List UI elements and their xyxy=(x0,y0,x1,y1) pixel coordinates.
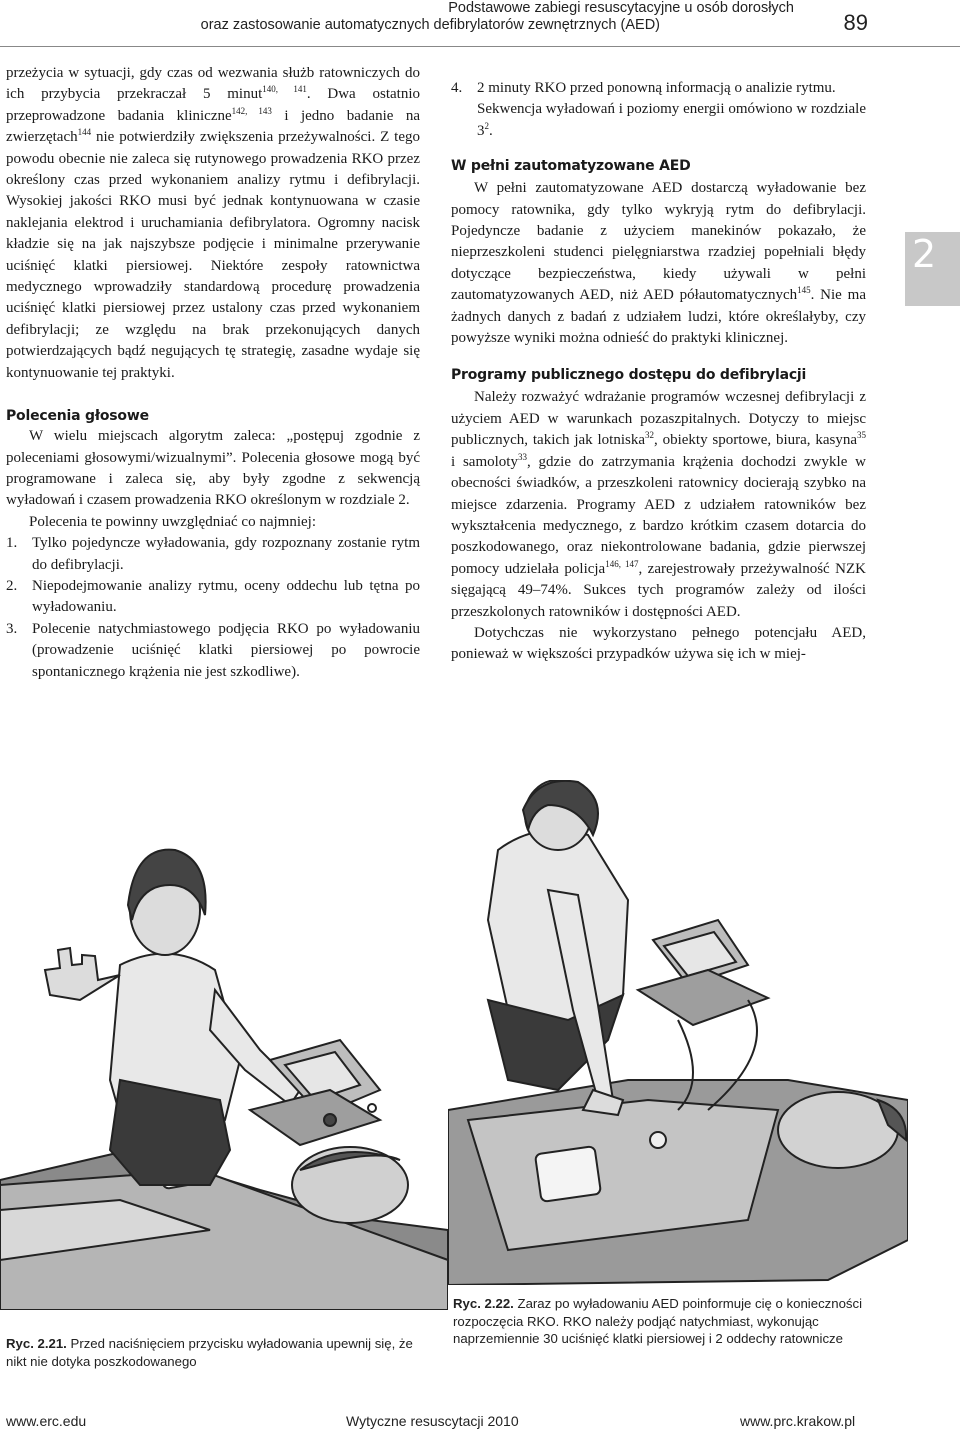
list-item: 1. Tylko pojedyncze wyładowania, gdy rozpoznany zostanie rytm do defibrylacji. xyxy=(6,535,420,573)
paragraph: Dotychczas nie wykorzystano pełnego potencjału AED, ponieważ w większości przypadków używa się ich w miej- xyxy=(451,624,866,663)
header-rule xyxy=(0,46,960,47)
footer-title: Wytyczne resuscytacji 2010 xyxy=(346,1413,519,1429)
section-heading-voice-prompts: Polecenia głosowe xyxy=(6,408,149,425)
figure-caption-2-22: Ryc. 2.22. Zaraz po wyładowaniu AED poinformuje cię o konieczności rozpoczęcia RKO. RKO należy podjąć natychmiast, wykonując naprzemiennie 30 uciśnięć klatki piersiowej i 2 oddechy ratownicze xyxy=(453,1296,863,1346)
list-item: 3. Polecenie natychmiastowego podjęcia RKO po wyładowaniu (prowadzenie uciśnięć klatki piersiowej po powrocie spontanicznego krążenia nie jest szkodliwe). xyxy=(6,620,420,680)
page-footer xyxy=(0,1413,960,1437)
figure-caption-2-21: Ryc. 2.21. Przed naciśnięciem przycisku wyładowania upewnij się, że nikt nie dotyka poszkodowanego xyxy=(6,1336,413,1369)
chapter-tab xyxy=(905,232,960,306)
paragraph: W pełni zautomatyzowane AED dostarczą wyładowanie bez pomocy ratownika, gdy tylko wykryją rytm do defibrylacji. Pojedyncze badanie z użyciem manekinów pokazało, że nieprzeszkoleni studenci pielęgniarstwa rzadziej popełniali błędy dotyczące bezpieczeństwa, kiedy używali w pełni zautomatyzowanych AED, niż AED półautomatycznych$^{145}$. Nie ma żadnych danych z badań z udziałem ludzi, które określałyby, czy powyższe wyniki można odnieść do praktyki klinicznej. xyxy=(451,180,866,347)
list-item: 2. Niepodejmowanie analizy rytmu, oceny oddechu lub tętna po wyładowaniu. xyxy=(6,577,420,616)
illustration-cpr-after-shock xyxy=(448,780,908,1285)
illustration-shock-warning xyxy=(0,790,448,1310)
page-number: 89 xyxy=(843,10,868,35)
list-item: 4. 2 minuty RKO przed ponowną informacją o analizie rytmu. xyxy=(451,80,836,96)
illustration-shock-warning-drawing xyxy=(0,790,448,1310)
section-heading-public-access: Programy publicznego dostępu do defibrylacji xyxy=(451,367,807,384)
right-column xyxy=(451,78,866,666)
running-title-line1: Podstawowe zabiegi resuscytacyjne u osób dorosłych xyxy=(448,0,794,16)
paragraph: W wielu miejscach algorytm zaleca: „postępuj zgodnie z poleceniami głosowymi/wizualnymi”. Polecenia głosowe mogą być programowane i zaleca się, aby były zgodne z sekwencją wyładowań i czasem prowadzenia RKO określonym w rozdziale 2. xyxy=(6,428,420,509)
list-note: Sekwencja wyładowań i poziomy energii omówiono w rozdziale $3^2$. xyxy=(477,101,866,139)
footer-link-prc[interactable]: www.prc.krakow.pl xyxy=(740,1413,856,1429)
section-heading-fully-automated-aed: W pełni zautomatyzowane AED xyxy=(451,158,691,175)
left-column xyxy=(6,63,420,683)
chapter-number: 2 xyxy=(912,232,937,276)
paragraph: Polecenia te powinny uwzględniać co najmniej: xyxy=(29,513,316,530)
paragraph: przeżycia w sytuacji, gdy czas od wezwania służb ratowniczych do ich przybycia przekraczał 5 minut$^{140, 141}$. Dwa ostatnio przeprowadzone badania kliniczne$^{142, 143}$ i jedno badanie na zwierzętach$^{144}$ nie potwierdziły zwiększenia przeżywalności. Z tego powodu obecnie nie zaleca się rutynowego prowadzenia RKO przez określony czas przed wykonaniem analizy rytmu i defibrylacji. Wysokiej jakości RKO musi być jednak kontynuowana w czasie naklejania elektrod i uruchamiania defibrylatora. Ogromny nacisk kładzie się na jak najszybsze podjęcie i minimalne przerywanie uciśnięć klatki piersiowej. Niektóre zespoły ratownictwa medycznego wprowadziły standardową procedurę prowadzenia uciśnięć klatki piersiowej przez ustalony czas przed wykonaniem defibrylacji; ze względu na brak przekonujących danych potwierdzających bądź negujących tę strategię, zasadne wydaje się kontynuowanie tej praktyki. xyxy=(6,65,421,381)
illustration-cpr-after-shock-drawing xyxy=(448,780,908,1285)
footer-link-erc[interactable]: www.erc.edu xyxy=(6,1413,87,1429)
page-header xyxy=(0,0,960,48)
paragraph: Należy rozważyć wdrażanie programów wczesnej defibrylacji z użyciem AED w warunkach pozaszpitalnych. Dotyczy to miejsc publicznych, takich jak lotniska$^{32}$, obiekty sportowe, biura, kasyna$^{35}$ i samoloty$^{33}$, gdzie do zatrzymania krążenia dochodzi zwykle w obecności świadków, a przeszkoleni ratownicy docierają szybko na miejsce zdarzenia. Programy AED z udziałem ratowników bez wykształcenia medycznego, z bardzo krótkim czasem dotarcia do poszkodowanego, oraz niekontrolowane badania, gdzie pierwszej pomocy udzielała policja$^{146, 147}$, zarejestrowały przeżywalność NZK sięgającą 49–74%. Sukces tych programów zależy od ilości przeszkolonych ratowników i dostępności AED. xyxy=(451,389,866,620)
running-title-line2: oraz zastosowanie automatycznych defibrylatorów zewnętrznych (AED) xyxy=(200,17,660,33)
